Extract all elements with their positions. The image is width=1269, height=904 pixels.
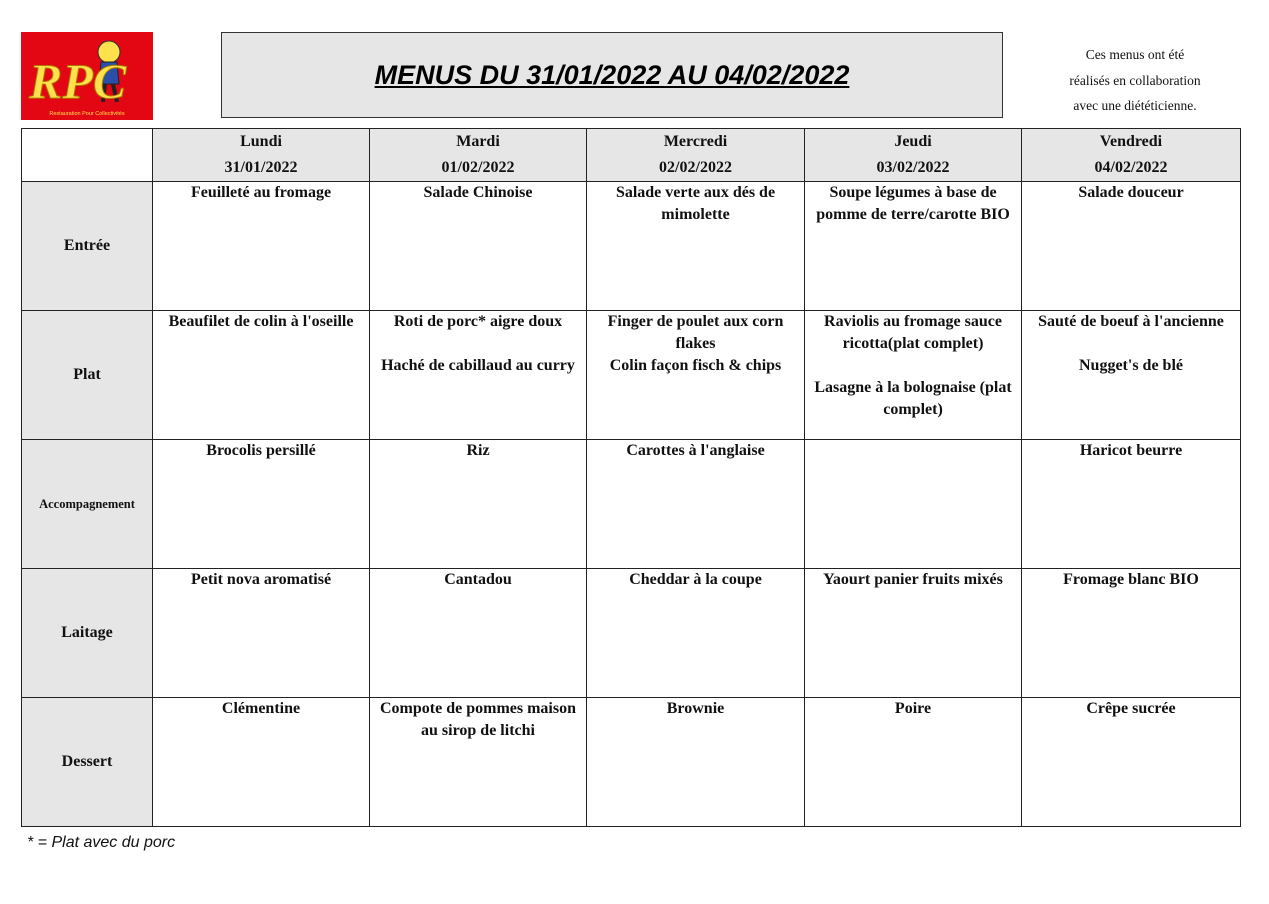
menu-cell [153, 698, 370, 827]
menu-cell [587, 698, 805, 827]
dish-text: Riz [466, 442, 490, 459]
menu-cell [805, 698, 1022, 827]
menu-row [22, 440, 1241, 569]
menu-cell [805, 182, 1022, 311]
menu-cell [370, 440, 587, 569]
menu-cell [370, 182, 587, 311]
dish-text: Haricot beurre [1079, 442, 1183, 459]
row-label: Entrée [22, 182, 153, 311]
menu-body [22, 182, 1241, 827]
menu-cell [587, 440, 805, 569]
day-header-jeudi [805, 129, 1022, 182]
day-name: Jeudi [894, 133, 932, 150]
dish-text: Salade Chinoise [423, 184, 533, 201]
dish-text: Feuilleté au fromage [190, 184, 332, 201]
dish-text: Brocolis persillé [206, 442, 316, 459]
day-date: 04/02/2022 [1094, 159, 1168, 176]
line-gap [1022, 333, 1240, 355]
dish-text: Beaufilet de colin à l'oseille [168, 313, 354, 330]
menu-cell [805, 311, 1022, 440]
day-header-vendredi [1022, 129, 1241, 182]
menu-cell [587, 182, 805, 311]
logo-graphic [21, 32, 153, 120]
dish-text: Brownie [666, 700, 725, 717]
day-header-mercredi [587, 129, 805, 182]
note-line: Ces menus ont été [1085, 47, 1185, 62]
dish-text: Sauté de boeuf à l'ancienne [1038, 313, 1224, 330]
menu-row [22, 182, 1241, 311]
day-name: Lundi [240, 133, 282, 150]
dish-text: Soupe légumes à base de pomme de terre/carotte BIO [816, 184, 1010, 223]
dish-text: Fromage blanc BIO [1063, 571, 1199, 588]
line-gap [370, 333, 586, 355]
menu-cell [153, 440, 370, 569]
dish-text: Colin façon fisch & chips [609, 357, 782, 374]
page-title: MENUS DU 31/01/2022 AU 04/02/2022 [374, 59, 850, 90]
dish-text: Compote de pommes maison au sirop de litchi [380, 700, 576, 739]
dish-text: Petit nova aromatisé [190, 571, 332, 588]
note-line: avec une diététicienne. [1073, 98, 1197, 113]
dish-text: Salade verte aux dés de mimolette [615, 184, 776, 223]
footnote: * = Plat avec du porc [27, 834, 176, 851]
menu-cell [1022, 440, 1241, 569]
dish-text: Haché de cabillaud au curry [381, 357, 575, 374]
logo-text: RPC [29, 53, 127, 109]
menu-row [22, 569, 1241, 698]
menu-cell [153, 311, 370, 440]
title-box [221, 32, 1003, 118]
menu-cell [1022, 569, 1241, 698]
corner-cell [22, 129, 153, 182]
day-name: Vendredi [1099, 133, 1163, 150]
menu-cell [587, 311, 805, 440]
dish-text: Yaourt panier fruits mixés [823, 571, 1003, 588]
menu-cell [370, 569, 587, 698]
day-name: Mercredi [663, 133, 728, 150]
day-date: 02/02/2022 [659, 159, 732, 176]
day-date: 01/02/2022 [441, 159, 515, 176]
day-header-mardi [370, 129, 587, 182]
menu-row [22, 698, 1241, 827]
dish-text: Clémentine [221, 700, 301, 717]
rpc-logo [21, 32, 153, 120]
menu-cell [153, 569, 370, 698]
day-date: 03/02/2022 [876, 159, 950, 176]
menu-cell [370, 698, 587, 827]
logo-subtitle: Restauration Pour Collectivités [49, 111, 125, 117]
menu-cell [587, 569, 805, 698]
row-label: Laitage [22, 569, 153, 698]
dish-text: Raviolis au fromage sauce ricotta(plat complet) [824, 313, 1002, 352]
menu-cell [1022, 698, 1241, 827]
menu-cell [805, 569, 1022, 698]
menu-cell [370, 311, 587, 440]
dish-text: Finger de poulet aux corn flakes [607, 313, 784, 352]
dish-text: Roti de porc* aigre doux [393, 313, 563, 330]
dish-text: Crêpe sucrée [1086, 700, 1176, 717]
dish-text: Carottes à l'anglaise [626, 442, 765, 459]
dish-text: Cheddar à la coupe [629, 571, 762, 588]
row-label: Dessert [22, 698, 153, 827]
line-gap [805, 355, 1021, 377]
row-label: Plat [22, 311, 153, 440]
dish-text: Lasagne à la bolognaise (plat complet) [814, 379, 1012, 418]
day-name: Mardi [456, 133, 500, 150]
menu-cell [1022, 182, 1241, 311]
menu-cell [805, 440, 1022, 569]
day-header-lundi [153, 129, 370, 182]
header-row [22, 129, 1241, 182]
menu-row [22, 311, 1241, 440]
note-line: réalisés en collaboration [1069, 72, 1201, 88]
day-date: 31/01/2022 [224, 159, 298, 176]
menu-cell [153, 182, 370, 311]
dish-text: Salade douceur [1078, 184, 1184, 201]
menu-table [21, 128, 1241, 827]
dish-text: Nugget's de blé [1079, 357, 1183, 374]
dietitian-note [1040, 42, 1230, 119]
dish-text: Poire [894, 700, 932, 717]
row-label: Accompagnement [22, 440, 153, 569]
dish-text: Cantadou [444, 571, 512, 588]
menu-cell [1022, 311, 1241, 440]
